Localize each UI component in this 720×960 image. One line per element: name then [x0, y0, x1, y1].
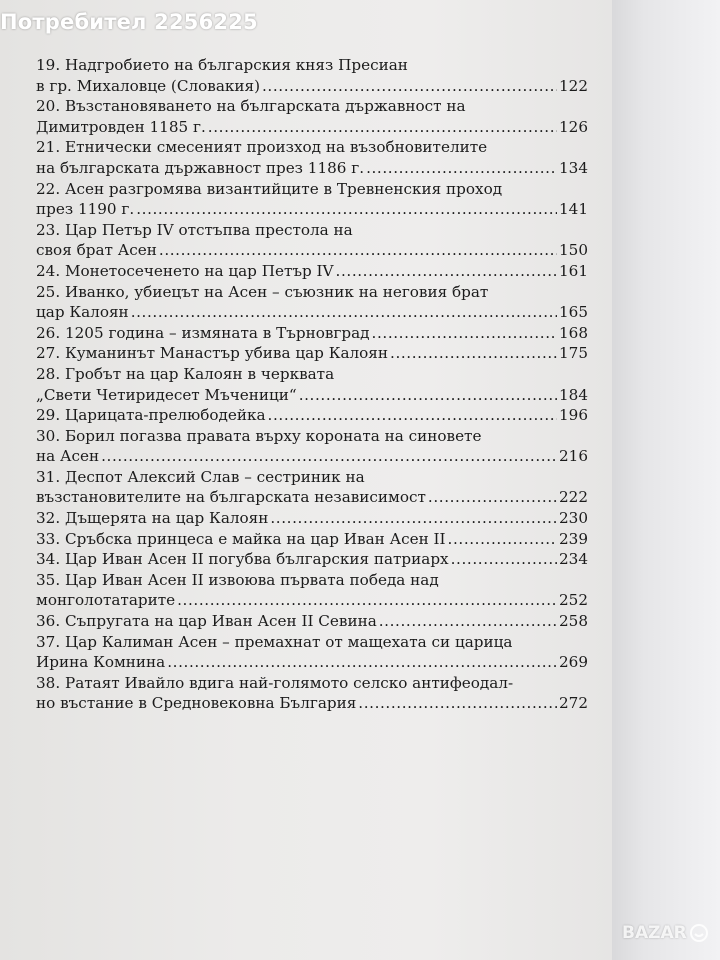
- toc-line: [36, 302, 588, 323]
- toc-entry: [36, 96, 588, 137]
- toc-entry-title: 35. Цар Иван Асен II извоюва първата победа над: [36, 570, 439, 589]
- leader-dots: [268, 405, 557, 426]
- logo-text: BAZAR: [622, 923, 687, 943]
- toc-page-number: 216: [559, 447, 588, 466]
- toc-page-number: 222: [559, 488, 588, 507]
- toc-entry-title: цар Калоян: [36, 303, 129, 322]
- site-logo: [622, 916, 712, 950]
- toc-entry: [36, 467, 588, 508]
- toc-page-number: 126: [559, 117, 588, 136]
- toc-line: [36, 673, 588, 694]
- user-watermark: Потребител 2256225: [0, 10, 258, 34]
- toc-page-number: 184: [559, 385, 588, 404]
- toc-page-number: 252: [559, 591, 588, 610]
- leader-dots: [448, 529, 557, 550]
- toc-line: [36, 611, 588, 632]
- toc-page-number: 234: [559, 550, 588, 569]
- toc-line: [36, 385, 588, 406]
- toc-entry: [36, 529, 588, 550]
- toc-entry-title: 24. Монетосеченето на цар Петър IV: [36, 261, 334, 280]
- toc-line: [36, 282, 588, 303]
- toc-page-number: 122: [559, 76, 588, 95]
- toc-page-number: 230: [559, 509, 588, 528]
- toc-entry-title: Димитровден 1185 г.: [36, 117, 206, 136]
- toc-entry-title: 36. Съпругата на цар Иван Асен II Севина: [36, 612, 377, 631]
- leader-dots: [159, 240, 557, 261]
- leader-dots: [372, 323, 557, 344]
- leader-dots: [358, 693, 557, 714]
- toc-entry: [36, 220, 588, 261]
- leader-dots: [390, 343, 557, 364]
- toc-line: [36, 632, 588, 653]
- toc-page-number: 161: [559, 261, 588, 280]
- leader-dots: [262, 76, 557, 97]
- toc-line: [36, 55, 588, 76]
- toc-entry-title: своя брат Асен: [36, 241, 157, 260]
- smile-icon: [689, 923, 709, 943]
- toc-page-number: 239: [559, 529, 588, 548]
- toc-entry: [36, 405, 588, 426]
- leader-dots: [136, 199, 557, 220]
- toc-entry-title: 33. Сръбска принцеса е майка на цар Иван Асен II: [36, 529, 446, 548]
- toc-page-number: 272: [559, 694, 588, 713]
- toc-line: [36, 529, 588, 550]
- toc-entry-title: през 1190 г.: [36, 200, 135, 219]
- toc-line: [36, 652, 588, 673]
- toc-line: [36, 76, 588, 97]
- toc-entry-title: монголотатарите: [36, 591, 176, 610]
- toc-entry: [36, 611, 588, 632]
- leader-dots: [208, 117, 557, 138]
- toc-entry: [36, 632, 588, 673]
- toc-entry-title: възстановителите на българската независимост: [36, 488, 426, 507]
- toc-page-number: 175: [559, 344, 588, 363]
- toc-entry-title: 21. Етнически смесеният произход на възобновителите: [36, 138, 488, 157]
- toc-line: [36, 343, 588, 364]
- toc-entry-title: 20. Възстановяването на българската държавност на: [36, 97, 466, 116]
- toc-page-number: 150: [559, 241, 588, 260]
- toc-entry: [36, 343, 588, 364]
- leader-dots: [270, 508, 557, 529]
- toc-page-number: 134: [559, 158, 588, 177]
- toc-line: [36, 467, 588, 488]
- toc-line: [36, 179, 588, 200]
- toc-entry-title: на българската държавност през 1186 г.: [36, 158, 365, 177]
- leader-dots: [366, 158, 557, 179]
- toc-entry: [36, 549, 588, 570]
- toc-entry: [36, 179, 588, 220]
- toc-line: [36, 693, 588, 714]
- page-edge: [612, 0, 720, 960]
- toc-entry: [36, 426, 588, 467]
- toc-page-number: 168: [559, 323, 588, 342]
- toc-line: [36, 570, 588, 591]
- leader-dots: [336, 261, 557, 282]
- toc-entry: [36, 261, 588, 282]
- toc-line: [36, 220, 588, 241]
- toc-entry-title: 29. Царицата-прелюбодейка: [36, 406, 266, 425]
- toc-line: [36, 261, 588, 282]
- toc-entry-title: в гр. Михаловце (Словакия): [36, 76, 260, 95]
- toc-entry-title: 30. Борил погазва правата върху короната на синовете: [36, 426, 482, 445]
- toc-entry-title: 25. Иванко, убиецът на Асен – съюзник на неговия брат: [36, 282, 489, 301]
- toc-entry-title: но въстание в Средновековна България: [36, 694, 357, 713]
- leader-dots: [167, 652, 557, 673]
- toc-line: [36, 199, 588, 220]
- toc-line: [36, 240, 588, 261]
- leader-dots: [379, 611, 557, 632]
- toc-entry-title: 27. Куманинът Манастър убива цар Калоян: [36, 344, 389, 363]
- toc-line: [36, 446, 588, 467]
- toc-entry-title: „Свети Четиридесет Мъченици“: [36, 385, 297, 404]
- toc-entry-title: 31. Деспот Алексий Слав – сестриник на: [36, 467, 365, 486]
- toc-line: [36, 117, 588, 138]
- toc-entry-title: 34. Цар Иван Асен II погубва българския патриарх: [36, 550, 449, 569]
- table-of-contents: [36, 55, 588, 714]
- toc-line: [36, 405, 588, 426]
- leader-dots: [428, 487, 557, 508]
- toc-line: [36, 487, 588, 508]
- toc-entry: [36, 570, 588, 611]
- toc-line: [36, 426, 588, 447]
- toc-page-number: 258: [559, 612, 588, 631]
- toc-line: [36, 364, 588, 385]
- leader-dots: [451, 549, 557, 570]
- toc-line: [36, 137, 588, 158]
- toc-entry: [36, 137, 588, 178]
- toc-entry-title: 28. Гробът на цар Калоян в черквата: [36, 364, 335, 383]
- toc-entry-title: 26. 1205 година – измяната в Търновград: [36, 323, 370, 342]
- toc-line: [36, 158, 588, 179]
- toc-entry-title: 22. Асен разгромява византийците в Тревненския проход: [36, 179, 503, 198]
- leader-dots: [177, 590, 557, 611]
- toc-entry-title: 19. Надгробието на българския княз Пресиан: [36, 56, 408, 74]
- toc-entry: [36, 323, 588, 344]
- toc-entry: [36, 673, 588, 714]
- toc-page-number: 141: [559, 200, 588, 219]
- toc-entry: [36, 282, 588, 323]
- toc-line: [36, 590, 588, 611]
- toc-entry-title: 38. Ратаят Ивайло вдига най-голямото селско антифеодал-: [36, 673, 514, 692]
- toc-entry-title: Ирина Комнина: [36, 653, 166, 672]
- toc-entry-title: 32. Дъщерята на цар Калоян: [36, 509, 269, 528]
- leader-dots: [299, 385, 557, 406]
- toc-entry: [36, 55, 588, 96]
- toc-line: [36, 508, 588, 529]
- toc-line: [36, 323, 588, 344]
- toc-entry: [36, 508, 588, 529]
- toc-entry: [36, 364, 588, 405]
- leader-dots: [101, 446, 557, 467]
- toc-page-number: 165: [559, 303, 588, 322]
- toc-entry-title: на Асен: [36, 447, 100, 466]
- toc-page-number: 269: [559, 653, 588, 672]
- toc-entry-title: 23. Цар Петър IV отстъпва престола на: [36, 220, 353, 239]
- toc-page-number: 196: [559, 406, 588, 425]
- toc-entry-title: 37. Цар Калиман Асен – премахнат от мащехата си царица: [36, 632, 513, 651]
- toc-line: [36, 549, 588, 570]
- toc-line: [36, 96, 588, 117]
- leader-dots: [131, 302, 557, 323]
